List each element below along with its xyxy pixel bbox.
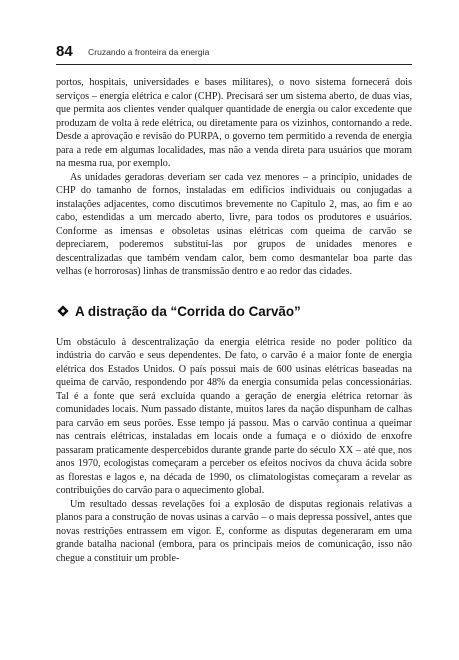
four-diamond-bullet-icon [56, 305, 69, 318]
section-heading [56, 303, 412, 320]
paragraph: As unidades geradoras deveriam ser cada vez menores – a princípio, unidades de CHP do tamanho de fornos, instaladas em edifícios individuais ou conjugadas a instalações adjacentes, como discutimos brevemente no Capítulo 2, mas, ao fim e ao cabo, estendidas a um mercado aberto, livre, para todos os produtores e usuários. Conforme as imensas e obsoletas usinas elétricas com queima de carvão se depreciarem, poderemos substituí-las por grupos de unidades menores e descentralizadas que também vendam calor, bem como desmantelar boa parte das velhas (e horrorosas) linhas de transmissão dentro e ao redor das cidades. [56, 171, 412, 277]
paragraph: Um resultado dessas revelações foi a explosão de disputas regionais relativas a planos para a construção de novas usinas a carvão – o mais depressa possível, antes que novas restrições entrassem em vigor. E, conforme as disputas degeneraram em uma grande batalha nacional (embora, para os principais meios de comunicação, isso não chegue a constituir um proble- [56, 498, 412, 564]
page-header [56, 42, 412, 65]
running-title: Cruzando a fronteira da energia [88, 47, 210, 57]
section-title: A distração da “Corrida do Carvão” [75, 303, 301, 319]
page-number: 84 [56, 43, 73, 60]
page-body [56, 76, 412, 565]
paragraph: Um obstáculo à descentralização da energia elétrica reside no poder político da indústria do carvão e seus dependentes. De fato, o carvão é a maior fonte de energia elétrica dos Estados Unidos. O país possui mais de 600 usinas elétricas baseadas na queima de carvão, respondendo por 48% da energia consumida pelas concessionárias. Tal é a fonte que será excluída quando a geração de energia elétrica retornar às comunidades locais. Num passado distante, muitos lares da nação dispunham de calhas para carvão em seus porões. Esse tempo já passou. Mas o carvão continua a queimar nas centrais elétricas, instaladas em locais onde a fumaça e o dióxido de enxofre passaram praticamente despercebidos durante grande parte do século XX – até que, nos anos 1970, ecologistas começaram a perceber os efeitos nocivos da chuva ácida sobre as florestas e lagos e, na década de 1990, os climatologistas começaram a revelar as contribuições do carvão para o aquecimento global. [56, 336, 412, 496]
paragraph-continuation: portos, hospitais, universidades e bases militares), o novo sistema fornecerá dois serviços – energia elétrica e calor (CHP). Precisará ser um sistema aberto, de duas vias, que permita aos clientes vender qualquer quantidade de energia ou calor excedente que produzam de volta à rede elétrica, ou diretamente para os vizinhos, contornando a rede. Desde a aprovação e revisão do PURPA, o governo tem permitido a revenda de energia para a rede em algumas localidades, mas não a venda direta para usuários que moram na mesma rua, por exemplo. [56, 77, 412, 169]
